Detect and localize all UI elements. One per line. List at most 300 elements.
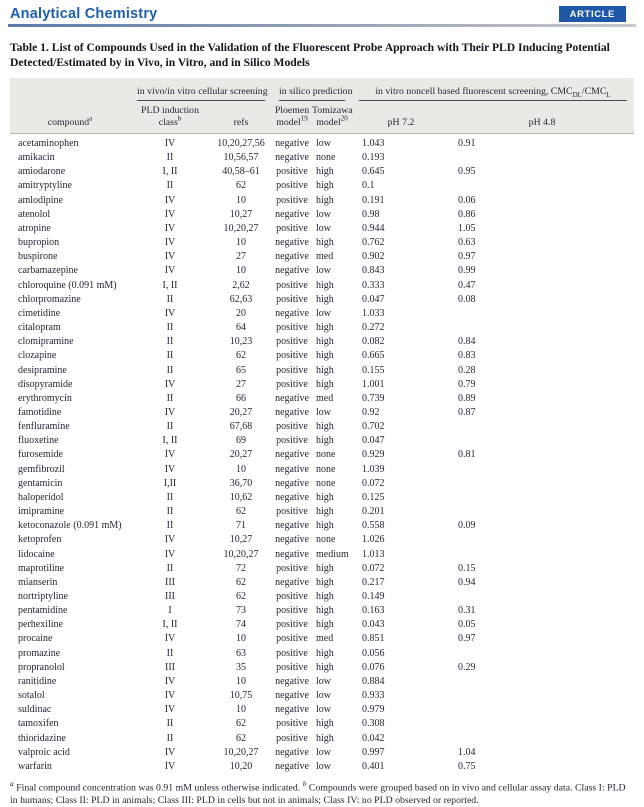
cell-tomizawa: high bbox=[316, 293, 334, 305]
cell-compound: warfarin bbox=[18, 760, 52, 772]
cell-tomizawa: high bbox=[316, 166, 334, 178]
table-row bbox=[10, 392, 634, 406]
table-row bbox=[10, 208, 634, 222]
cell-ph48 bbox=[450, 689, 634, 703]
table-head bbox=[10, 78, 634, 134]
cell-tomizawa: low bbox=[316, 746, 331, 758]
cell-cls: II bbox=[166, 392, 174, 404]
cell-ph48: 1.05 bbox=[458, 222, 476, 234]
cell-tomizawa: high bbox=[316, 591, 334, 602]
group-header-cellular-screening bbox=[130, 78, 272, 102]
cell-cls: II bbox=[166, 180, 174, 192]
cell-compound: atropine bbox=[18, 222, 51, 234]
cell-ph72: 1.039 bbox=[362, 463, 385, 475]
cell-compound: gemfibrozil bbox=[18, 463, 65, 475]
cell-ploemen: positive bbox=[276, 605, 308, 617]
cell-refs: 73 bbox=[236, 605, 246, 617]
cell-ploemen: negative bbox=[275, 307, 309, 319]
cell-ph48: 0.08 bbox=[458, 293, 476, 305]
cell-tomizawa: high bbox=[316, 336, 334, 348]
cell-ploemen: positive bbox=[276, 435, 308, 447]
cell-refs: 72 bbox=[236, 562, 246, 574]
table-row bbox=[10, 689, 634, 703]
cell-ploemen: positive bbox=[276, 180, 308, 192]
cell-ploemen: negative bbox=[275, 491, 309, 503]
cell-cls: II bbox=[166, 152, 174, 164]
cell-refs: 10,20,27,56 bbox=[217, 138, 265, 149]
cell-ph72: 0.076 bbox=[362, 661, 385, 673]
cell-ph72: 0.902 bbox=[362, 251, 385, 263]
cell-cls: II bbox=[166, 322, 174, 334]
cell-ploemen: negative bbox=[275, 520, 309, 532]
cell-ph72: 0.163 bbox=[362, 605, 385, 617]
cell-refs: 10,20,27 bbox=[223, 746, 259, 758]
cell-compound: citalopram bbox=[18, 322, 61, 334]
cell-ph48: 0.75 bbox=[458, 760, 476, 772]
cell-ph72: 0.155 bbox=[362, 364, 385, 376]
cell-cls: II bbox=[166, 520, 174, 532]
cell-tomizawa: low bbox=[316, 675, 331, 687]
table-row bbox=[10, 533, 634, 547]
cell-ploemen: negative bbox=[275, 265, 309, 277]
cell-refs: 10 bbox=[236, 237, 246, 249]
group-header-in-silico bbox=[272, 78, 352, 102]
cell-refs: 10,20,27 bbox=[223, 548, 259, 560]
cell-ph72: 0.217 bbox=[362, 576, 385, 588]
table-row bbox=[10, 406, 634, 420]
cell-tomizawa: low bbox=[316, 222, 331, 234]
cell-compound: atenolol bbox=[18, 208, 51, 220]
cell-refs: 20,27 bbox=[229, 449, 253, 461]
cell-ph72: 0.702 bbox=[362, 421, 385, 433]
cell-refs: 27 bbox=[236, 378, 246, 390]
cell-cls: II bbox=[166, 293, 174, 305]
column-header-pld-class: PLD induction class$^b$ bbox=[130, 102, 210, 134]
cell-tomizawa: high bbox=[316, 350, 334, 362]
cell-compound: amitryptyline bbox=[18, 180, 72, 192]
group-header-row bbox=[10, 78, 634, 102]
table-row bbox=[10, 179, 634, 193]
table-row bbox=[10, 491, 634, 505]
cell-ploemen: negative bbox=[275, 152, 309, 164]
table-body bbox=[10, 134, 634, 775]
cell-ph72: 0.043 bbox=[362, 619, 385, 631]
cell-compound: erythromycin bbox=[18, 392, 72, 404]
table-row bbox=[10, 321, 634, 335]
cell-ploemen: negative bbox=[275, 576, 309, 588]
group-header-label: in vitro noncell based fluorescent screening, $CMC_{DL}/CMC_L$ bbox=[359, 84, 627, 101]
cell-ph72: 0.762 bbox=[362, 237, 385, 249]
cell-ploemen: positive bbox=[276, 591, 308, 602]
cell-ph48: 0.06 bbox=[458, 194, 476, 206]
cell-cls: IV bbox=[164, 378, 176, 390]
cell-tomizawa: high bbox=[316, 647, 334, 659]
table-row bbox=[10, 151, 634, 165]
cell-cls: II bbox=[166, 647, 174, 659]
cell-tomizawa: none bbox=[316, 477, 336, 489]
cell-ph72: 0.201 bbox=[362, 506, 385, 518]
table-row bbox=[10, 548, 634, 562]
table-row bbox=[10, 307, 634, 321]
cell-cls: IV bbox=[164, 760, 176, 772]
table-row bbox=[10, 264, 634, 278]
cell-compound: famotidine bbox=[18, 406, 62, 418]
table-row bbox=[10, 576, 634, 590]
cell-ph72: 0.072 bbox=[362, 562, 385, 574]
table-row bbox=[10, 194, 634, 208]
cell-ph48: 0.15 bbox=[458, 562, 476, 574]
cell-tomizawa: high bbox=[316, 180, 334, 192]
cell-ph72: 0.333 bbox=[362, 279, 385, 291]
cell-tomizawa: high bbox=[316, 491, 334, 503]
journal-title: Analytical Chemistry bbox=[10, 6, 158, 22]
cell-cls: IV bbox=[164, 704, 176, 716]
cell-ploemen: negative bbox=[275, 690, 309, 702]
cell-ph48: 0.81 bbox=[458, 449, 476, 461]
cell-ph72: 1.033 bbox=[362, 307, 385, 319]
table-row bbox=[10, 604, 634, 618]
cell-tomizawa: high bbox=[316, 661, 334, 673]
cell-tomizawa: high bbox=[316, 605, 334, 617]
cell-ph72: 0.944 bbox=[362, 222, 385, 234]
cell-ph72: 1.043 bbox=[362, 138, 385, 149]
cell-refs: 10 bbox=[236, 675, 246, 687]
cell-ph72: 0.193 bbox=[362, 152, 385, 164]
table-row bbox=[10, 661, 634, 675]
cell-refs: 62 bbox=[236, 591, 246, 602]
cell-ph48 bbox=[450, 307, 634, 321]
cell-ph72: 0.125 bbox=[362, 491, 385, 503]
table-row bbox=[10, 760, 634, 774]
cell-ph48 bbox=[450, 548, 634, 562]
cell-tomizawa: high bbox=[316, 435, 334, 447]
table-row bbox=[10, 448, 634, 462]
cell-compound: cimetidine bbox=[18, 307, 61, 319]
cell-ph72: 0.072 bbox=[362, 477, 385, 489]
cell-compound: ranitidine bbox=[18, 675, 57, 687]
cell-cls: IV bbox=[164, 675, 176, 687]
cell-ploemen: negative bbox=[275, 760, 309, 772]
table-row bbox=[10, 364, 634, 378]
table-row bbox=[10, 590, 634, 604]
cell-ploemen: negative bbox=[275, 675, 309, 687]
cell-tomizawa: high bbox=[316, 520, 334, 532]
table-row bbox=[10, 250, 634, 264]
cell-ph48: 0.05 bbox=[458, 619, 476, 631]
cell-cls: II bbox=[166, 336, 174, 348]
cell-refs: 10 bbox=[236, 704, 246, 716]
cell-refs: 27 bbox=[236, 251, 246, 263]
table-row bbox=[10, 434, 634, 448]
table-row bbox=[10, 703, 634, 717]
cell-tomizawa: high bbox=[316, 322, 334, 334]
cell-refs: 10 bbox=[236, 463, 246, 475]
cell-ph72: 0.98 bbox=[362, 208, 380, 220]
table-row bbox=[10, 335, 634, 349]
cell-cls: IV bbox=[164, 746, 176, 758]
cell-ph48 bbox=[450, 717, 634, 731]
cell-compound: chloroquine (0.091 mM) bbox=[18, 279, 117, 291]
cell-refs: 10,27 bbox=[229, 208, 253, 220]
cell-compound: sotalol bbox=[18, 690, 45, 702]
cell-compound: imipramine bbox=[18, 506, 65, 518]
cell-ploemen: negative bbox=[275, 548, 309, 560]
cell-ph48: 0.09 bbox=[458, 520, 476, 532]
cell-ph48: 0.31 bbox=[458, 605, 476, 617]
cell-ploemen: positive bbox=[276, 322, 308, 334]
cell-ph48: 0.97 bbox=[458, 251, 476, 263]
table-row bbox=[10, 463, 634, 477]
cell-ploemen: negative bbox=[275, 463, 309, 475]
cell-ploemen: positive bbox=[276, 506, 308, 518]
table-row bbox=[10, 647, 634, 661]
cell-ph48: 0.94 bbox=[458, 576, 476, 588]
cell-ph48 bbox=[450, 179, 634, 193]
cell-ploemen: positive bbox=[276, 336, 308, 348]
cell-ploemen: negative bbox=[275, 477, 309, 489]
journal-header bbox=[0, 0, 644, 27]
table-title: Table 1. List of Compounds Used in the Validation of the Fluorescent Probe Approach with Their PLD Inducing Potential Detected/Estimated by in Vivo, in Vitro, and in Silico Models bbox=[10, 41, 610, 69]
cell-cls: II bbox=[166, 562, 174, 574]
cell-cls: III bbox=[165, 661, 175, 673]
cell-tomizawa: low bbox=[316, 406, 331, 418]
cell-ph72: 0.884 bbox=[362, 675, 385, 687]
cell-ph72: 0.933 bbox=[362, 690, 385, 702]
cell-cls: I, II bbox=[162, 619, 178, 631]
cell-ph48: 0.89 bbox=[458, 392, 476, 404]
cell-ph72: 0.843 bbox=[362, 265, 385, 277]
cell-ph72: 1.013 bbox=[362, 548, 385, 560]
cell-refs: 40,58–61 bbox=[222, 166, 260, 178]
cell-refs: 62,63 bbox=[229, 293, 253, 305]
table-row bbox=[10, 477, 634, 491]
cell-tomizawa: low bbox=[316, 265, 331, 277]
cell-tomizawa: high bbox=[316, 279, 334, 291]
cell-cls: IV bbox=[164, 194, 176, 206]
cell-ph48 bbox=[450, 477, 634, 491]
cell-tomizawa: none bbox=[316, 534, 336, 546]
table-row bbox=[10, 378, 634, 392]
table-row bbox=[10, 746, 634, 760]
cell-ph72: 1.026 bbox=[362, 534, 385, 546]
cell-tomizawa: high bbox=[316, 506, 334, 518]
table-row bbox=[10, 420, 634, 434]
cell-ph72: 0.739 bbox=[362, 392, 385, 404]
cell-cls: II bbox=[166, 491, 174, 503]
column-header-refs: refs bbox=[210, 102, 272, 134]
cell-refs: 20,27 bbox=[229, 406, 253, 418]
cell-ploemen: positive bbox=[276, 661, 308, 673]
cell-cls: IV bbox=[164, 222, 176, 234]
cell-ph48 bbox=[450, 434, 634, 448]
cell-ph72: 0.1 bbox=[362, 180, 375, 192]
cell-tomizawa: none bbox=[316, 152, 336, 164]
cell-refs: 10,23 bbox=[229, 336, 253, 348]
cell-ploemen: positive bbox=[276, 562, 308, 574]
cell-compound: propranolol bbox=[18, 661, 65, 673]
cell-compound: ketoconazole (0.091 mM) bbox=[18, 520, 122, 532]
cell-refs: 10,20,27 bbox=[223, 222, 259, 234]
cell-ph48: 0.95 bbox=[458, 166, 476, 178]
cell-ph48 bbox=[450, 463, 634, 477]
table-row bbox=[10, 165, 634, 179]
cell-tomizawa: low bbox=[316, 704, 331, 716]
cell-ph48 bbox=[450, 647, 634, 661]
cell-refs: 62 bbox=[236, 350, 246, 362]
cell-cls: IV bbox=[164, 534, 176, 546]
table-row bbox=[10, 505, 634, 519]
cell-cls: II bbox=[166, 732, 174, 744]
cell-cls: IV bbox=[164, 690, 176, 702]
cell-cls: I, II bbox=[162, 435, 178, 447]
cell-cls: II bbox=[166, 506, 174, 518]
cell-refs: 36,70 bbox=[229, 477, 253, 489]
cell-compound: maprotiline bbox=[18, 562, 65, 574]
cell-compound: amiodarone bbox=[18, 166, 66, 178]
cell-ph48: 0.87 bbox=[458, 406, 476, 418]
cell-refs: 67,68 bbox=[229, 421, 253, 433]
cell-ph72: 0.558 bbox=[362, 520, 385, 532]
cell-refs: 74 bbox=[236, 619, 246, 631]
cell-tomizawa: high bbox=[316, 732, 334, 744]
cell-cls: IV bbox=[164, 237, 176, 249]
cell-ph72: 0.665 bbox=[362, 350, 385, 362]
cell-ph48 bbox=[450, 505, 634, 519]
cell-tomizawa: high bbox=[316, 378, 334, 390]
table-row bbox=[10, 236, 634, 250]
cell-ploemen: positive bbox=[276, 279, 308, 291]
cell-compound: desipramine bbox=[18, 364, 67, 376]
table-row bbox=[10, 293, 634, 307]
cell-cls: IV bbox=[164, 406, 176, 418]
cell-cls: I,II bbox=[163, 477, 177, 489]
cell-ph48: 0.99 bbox=[458, 265, 476, 277]
footnote-marker-a: a bbox=[10, 779, 14, 789]
cell-compound: chlorpromazine bbox=[18, 293, 81, 305]
cell-refs: 10 bbox=[236, 633, 246, 645]
cell-tomizawa: high bbox=[316, 576, 334, 588]
cell-ph48: 0.83 bbox=[458, 350, 476, 362]
cell-tomizawa: high bbox=[316, 619, 334, 631]
cell-cls: IV bbox=[164, 265, 176, 277]
cell-ploemen: positive bbox=[276, 633, 308, 645]
cell-refs: 35 bbox=[236, 661, 246, 673]
column-header-ploemen-model: Ploemen model$^{19}$ bbox=[272, 102, 312, 134]
cell-ph72: 0.272 bbox=[362, 322, 385, 334]
cell-refs: 10,27 bbox=[229, 534, 253, 546]
cell-refs: 64 bbox=[236, 322, 246, 334]
cell-ph48: 0.28 bbox=[458, 364, 476, 376]
cell-ph72: 0.056 bbox=[362, 647, 385, 659]
cell-ph48 bbox=[450, 420, 634, 434]
cell-compound: suldinac bbox=[18, 704, 52, 716]
column-header-compound: compound$^a$ bbox=[10, 102, 130, 134]
header-rule bbox=[8, 24, 636, 27]
group-header-label: in vivo/in vitro cellular screening bbox=[137, 84, 265, 101]
cell-cls: IV bbox=[164, 463, 176, 475]
cell-ph72: 0.997 bbox=[362, 746, 385, 758]
group-header-label: in silico prediction bbox=[279, 84, 345, 101]
cell-ph72: 0.047 bbox=[362, 293, 385, 305]
cell-tomizawa: high bbox=[316, 237, 334, 249]
column-header-ph72: pH 7.2 bbox=[352, 102, 450, 134]
cell-refs: 62 bbox=[236, 506, 246, 518]
table-row bbox=[10, 222, 634, 236]
cell-ph72: 1.001 bbox=[362, 378, 385, 390]
cell-ploemen: negative bbox=[275, 406, 309, 418]
cell-cls: II bbox=[166, 421, 174, 433]
cell-cls: II bbox=[166, 718, 174, 730]
cell-tomizawa: med bbox=[316, 633, 334, 645]
cell-cls: II bbox=[166, 350, 174, 362]
cell-ploemen: positive bbox=[276, 222, 308, 234]
cell-tomizawa: high bbox=[316, 562, 334, 574]
cell-ploemen: positive bbox=[276, 194, 308, 206]
cell-ploemen: negative bbox=[275, 392, 309, 404]
cell-tomizawa: low bbox=[316, 307, 331, 319]
cell-ph72: 0.929 bbox=[362, 449, 385, 461]
cell-ploemen: negative bbox=[275, 138, 309, 149]
table-footnote bbox=[10, 778, 634, 807]
column-header-ph48: pH 4.8 bbox=[450, 102, 634, 134]
cell-compound: perhexiline bbox=[18, 619, 63, 631]
cell-ph48: 0.84 bbox=[458, 336, 476, 348]
cell-refs: 71 bbox=[236, 520, 246, 532]
cell-compound: lidocaine bbox=[18, 548, 55, 560]
table-row bbox=[10, 349, 634, 363]
cell-ploemen: positive bbox=[276, 647, 308, 659]
group-header-spacer bbox=[10, 78, 130, 102]
table-row bbox=[10, 732, 634, 746]
cell-ploemen: positive bbox=[276, 421, 308, 433]
cell-tomizawa: low bbox=[316, 208, 331, 220]
group-header-fluorescent-screening bbox=[352, 78, 634, 102]
cell-ploemen: positive bbox=[276, 293, 308, 305]
cell-ph48 bbox=[450, 491, 634, 505]
article-badge: ARTICLE bbox=[559, 6, 626, 22]
cell-compound: promazine bbox=[18, 647, 61, 659]
cell-ph48 bbox=[450, 151, 634, 165]
cell-cls: IV bbox=[164, 307, 176, 319]
cell-refs: 2,62 bbox=[232, 279, 250, 291]
cell-cls: IV bbox=[164, 633, 176, 645]
cell-refs: 62 bbox=[236, 718, 246, 730]
cell-compound: furosemide bbox=[18, 449, 63, 461]
cell-compound: ketoprofen bbox=[18, 534, 62, 546]
table-row bbox=[10, 632, 634, 646]
cell-cls: IV bbox=[164, 208, 176, 220]
cell-ph48 bbox=[450, 533, 634, 547]
table-row bbox=[10, 562, 634, 576]
cell-ph48 bbox=[450, 703, 634, 717]
cell-ph48: 0.63 bbox=[458, 237, 476, 249]
cell-tomizawa: medium bbox=[316, 548, 349, 560]
cell-refs: 69 bbox=[236, 435, 246, 447]
cell-ph72: 0.979 bbox=[362, 704, 385, 716]
cell-ph72: 0.92 bbox=[362, 406, 380, 418]
cell-refs: 62 bbox=[236, 732, 246, 744]
cell-compound: clomipramine bbox=[18, 336, 74, 348]
table-row bbox=[10, 134, 634, 152]
compound-table bbox=[10, 78, 634, 774]
cell-ph72: 0.401 bbox=[362, 760, 385, 772]
cell-refs: 62 bbox=[236, 576, 246, 588]
cell-cls: IV bbox=[164, 449, 176, 461]
cell-ph48: 0.91 bbox=[458, 138, 476, 149]
cell-refs: 62 bbox=[236, 180, 246, 192]
cell-cls: III bbox=[165, 576, 175, 588]
cell-ph72: 0.082 bbox=[362, 336, 385, 348]
